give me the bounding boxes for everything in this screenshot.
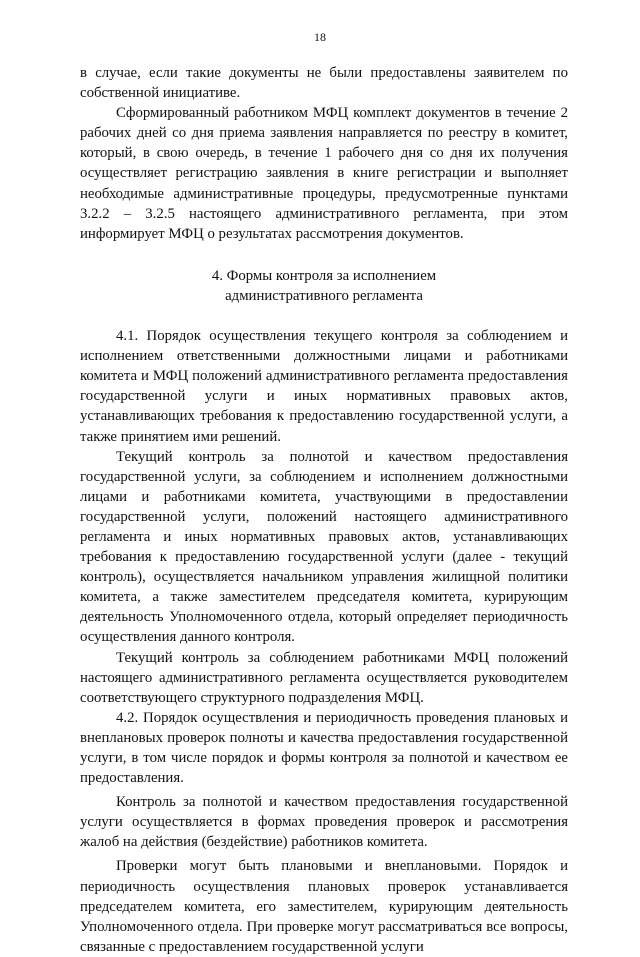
paragraph-mfc-documents: Сформированный работником МФЦ комплект документов в течение 2 рабочих дней со дня приема заявления направляется по реестру в комитет, который, в свою очередь, в течение 1 рабочего дня со дня их получения осуществляет регистрацию заявления в книге регистрации и выполняет необходимые административные процедуры, предусмотренные пунктами 3.2.2 – 3.2.5 настоящего административного регламента, при этом информирует МФЦ о результатах рассмотрения документов. bbox=[80, 105, 568, 242]
paragraph-4-2: 4.2. Порядок осуществления и периодичность проведения плановых и внеплановых проверок полноты и качества предоставления государственной услуги, в том числе порядок и формы контроля за полнотой и качеством ее предоставления. bbox=[80, 709, 568, 787]
section-heading-line-2: административного регламента bbox=[225, 287, 423, 304]
section-heading-line-1: 4. Формы контроля за исполнением bbox=[211, 267, 437, 284]
section-heading bbox=[80, 266, 568, 306]
paragraph-current-control: Текущий контроль за полнотой и качеством предоставления государственной услуги, за соблюдением и исполнением должностными лицами и работниками комитета, участвующими в предоставлении государственной услуги, положений настоящего административного регламента и иных нормативных правовых актов, устанавливающих требования к предоставлению государственной услуги (далее - текущий контроль), осуществляется начальником управления жилищной политики комитета, а также заместителем председателя комитета, курирующим деятельность Уполномоченного отдела, который определяет периодичность осуществления данного контроля. bbox=[80, 448, 568, 646]
page-number: 18 bbox=[314, 30, 326, 44]
paragraph-4-1: 4.1. Порядок осуществления текущего контроля за соблюдением и исполнением ответственными должностными лицами и работниками комитета и МФЦ положений административного регламента предоставления государственной услуги и иных нормативных правовых актов, устанавливающих требования к предоставлению государственной услуги, а также принятием ими решений. bbox=[80, 328, 568, 445]
paragraph-continuation: в случае, если такие документы не были предоставлены заявителем по собственной инициативе. bbox=[80, 65, 568, 102]
paragraph-inspections: Проверки могут быть плановыми и внеплановыми. Порядок и периодичность осуществления плановых проверок устанавливается председателем комитета, его заместителем, курирующим деятельность Уполномоченного отдела. При проверке могут рассматриваться все вопросы, связанные с предоставлением государственной услуги bbox=[80, 858, 568, 955]
paragraph-control-forms: Контроль за полнотой и качеством предоставления государственной услуги осуществляется в формах проведения проверок и рассмотрения жалоб на действия (бездействие) работников комитета. bbox=[80, 794, 568, 851]
paragraph-mfc-control: Текущий контроль за соблюдением работниками МФЦ положений настоящего административного регламента осуществляется руководителем соответствующего структурного подразделения МФЦ. bbox=[80, 649, 568, 706]
document-body bbox=[80, 63, 568, 957]
